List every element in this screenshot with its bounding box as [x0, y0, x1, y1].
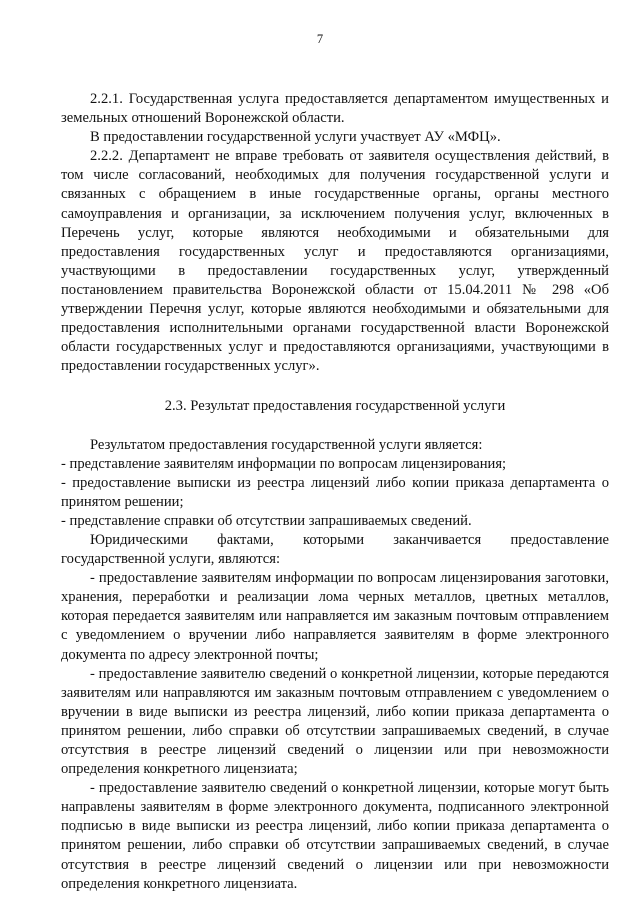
- list-item-legal-fact-1: - предоставление заявителям информации по вопросам лицензирования заготовки, хранения, переработки и реализации лома черных металлов, цветных металлов, которая передается заявителям или направляется им заказным почтовым отправлением с уведомлением о вручении либо направляется заявителям в форме электронного документа по адресу электронной почты;: [61, 570, 609, 663]
- list-item-legal-fact-2: - предоставление заявителю сведений о конкретной лицензии, которые передаются заявителям или направляются им заказным почтовым отправлением с уведомлением о вручении в виде выписки из реестра лицензий, либо копии приказа департамента о принятом решении, либо справки об отсутствии запрашиваемых сведений, в случае отсутствия в реестре лицензий сведений о лицензии или при невозможности определения конкретного лицензиата;: [61, 665, 609, 778]
- paragraph-legal-facts: Юридическими фактами, которыми заканчивается предоставление государственной услуги, являются:: [61, 531, 609, 568]
- document-body: [61, 90, 609, 894]
- list-item-information: - представление заявителям информации по вопросам лицензирования;: [61, 455, 507, 472]
- paragraph-mfc-participation: В предоставлении государственной услуги участвует АУ «МФЦ».: [90, 129, 501, 146]
- page-number: 7: [316, 32, 324, 46]
- paragraph-2-2-1: 2.2.1. Государственная услуга предоставляется департаментом имущественных и земельных отношений Воронежской области.: [61, 91, 609, 127]
- paragraph-result-intro: Результатом предоставления государственной услуги является:: [90, 436, 483, 453]
- list-item-extract: - предоставление выписки из реестра лицензий либо копии приказа департамента о принятом решении;: [61, 474, 609, 510]
- list-item-legal-fact-3: - предоставление заявителю сведений о конкретной лицензии, которые могут быть направлены заявителям в форме электронного документа, подписанного электронной подписью в виде выписки из реестра лицензий, либо копии приказа департамента о принятом решении, либо справки об отсутствии запрашиваемых сведений, в случае отсутствия в реестре лицензий сведений о лицензии или при невозможности определения конкретного лицензиата.: [61, 780, 609, 892]
- section-heading-2-3: 2.3. Результат предоставления государственной услуги: [164, 398, 506, 415]
- paragraph-2-2-2: 2.2.2. Департамент не вправе требовать от заявителя осуществления действий, в том числе согласований, необходимых для получения государственной услуги и связанных с обращением в иные государственные органы, органы местного самоуправления и организации, за исключением получения услуг, включенных в Перечень услуг, которые являются необходимыми и обязательными для предоставления государственных услуг и предоставляются организациями, участвующими в предоставлении государственных услуг, утвержденный постановлением правительства Воронежской области от 15.04.2011 № 298 «Об утверждении Перечня услуг, которые являются необходимыми и обязательными для предоставления исполнительными органами государственной власти Воронежской области государственных услуг и предоставляются организациями, участвующими в предоставлении государственных услуг».: [61, 148, 609, 375]
- list-item-certificate: - представление справки об отсутствии запрашиваемых сведений.: [61, 512, 472, 529]
